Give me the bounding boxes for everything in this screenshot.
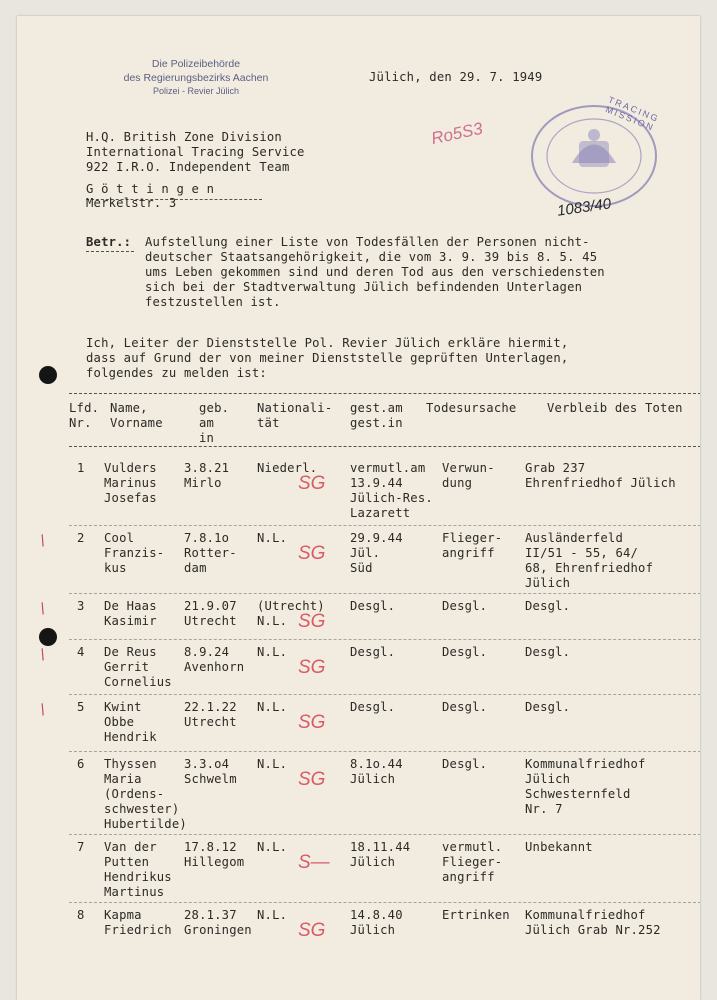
recipient-street: Merkelstr. 3 xyxy=(86,196,177,210)
table-header-rule xyxy=(69,446,700,447)
hole-punch-top xyxy=(39,366,57,384)
subject-line-5: festzustellen ist. xyxy=(145,295,281,309)
intro-line-1: Ich, Leiter der Dienststelle Pol. Revier Jülich erkläre hiermit, xyxy=(86,336,569,350)
intro-line-2: dass auf Grund der von meiner Dienststelle geprüften Unterlagen, xyxy=(86,351,569,365)
authority-stamp-line-3: Polizei - Revier Jülich xyxy=(152,86,240,96)
handwritten-reference: Ro5S3 xyxy=(429,118,485,149)
cell-burial: Grab 237 Ehrenfriedhof Jülich xyxy=(525,461,676,490)
header-burial: Verbleib des Toten xyxy=(547,401,683,415)
cell-name: Vulders Marinus Josefas xyxy=(104,461,157,505)
cell-nat: N.L. xyxy=(257,645,288,659)
cell-gest: 18.11.44 Jülich xyxy=(350,840,411,869)
cell-geb: 3.3.o4 Schwelm xyxy=(184,757,237,786)
cell-nr: 4 xyxy=(77,645,85,659)
cell-name: De Reus Gerrit Cornelius xyxy=(104,645,172,689)
check-tick-icon: / xyxy=(38,646,49,665)
header-gest: gest.am gest.in xyxy=(350,401,403,430)
subject-underline xyxy=(86,251,134,252)
cell-gest: 29.9.44 Jül. Süd xyxy=(350,531,403,575)
cell-nr: 2 xyxy=(77,531,85,545)
cell-geb: 28.1.37 Groningen xyxy=(184,908,252,937)
cell-geb: 3.8.21 Mirlo xyxy=(184,461,230,490)
header-name: Name, Vorname xyxy=(110,401,163,430)
handwritten-mark: SG xyxy=(298,611,326,632)
cell-cause: Desgl. xyxy=(442,700,488,714)
cell-cause: Desgl. xyxy=(442,599,488,613)
authority-stamp-line-1: Die Polizeibehörde xyxy=(151,58,241,70)
cell-cause: Desgl. xyxy=(442,757,488,771)
row-divider xyxy=(69,834,700,835)
header-nat: Nationali- tät xyxy=(257,401,333,430)
intro-line-3: folgendes zu melden ist: xyxy=(86,366,267,380)
document-page xyxy=(17,16,700,1000)
cell-cause: Ertrinken xyxy=(442,908,510,922)
cell-name: Van der Putten Hendrikus Martinus xyxy=(104,840,172,899)
cell-burial: Desgl. xyxy=(525,700,571,714)
cell-geb: 21.9.07 Utrecht xyxy=(184,599,237,628)
cell-nat: N.L. xyxy=(257,908,288,922)
recipient-city: G ö t t i n g e n xyxy=(86,182,215,196)
cell-geb: 7.8.1o Rotter- dam xyxy=(184,531,237,575)
cell-nat: (Utrecht) N.L. xyxy=(257,599,325,628)
cell-gest: vermutl.am 13.9.44 Jülich-Res. Lazarett xyxy=(350,461,433,520)
handwritten-mark: SG xyxy=(298,473,326,494)
header-cause: Todesursache xyxy=(426,401,517,415)
cell-burial: Desgl. xyxy=(525,645,571,659)
hole-punch-bottom xyxy=(39,628,57,646)
place-date: Jülich, den 29. 7. 1949 xyxy=(369,70,543,84)
cell-cause: Verwun- dung xyxy=(442,461,495,490)
cell-name: Kapma Friedrich xyxy=(104,908,172,937)
row-divider xyxy=(69,902,700,903)
subject-label: Betr.: xyxy=(86,235,132,249)
cell-gest: Desgl. xyxy=(350,599,396,613)
handwritten-mark: SG xyxy=(298,712,326,733)
cell-geb: 17.8.12 Hillegom xyxy=(184,840,245,869)
header-geb: geb. am in xyxy=(199,401,230,445)
check-tick-icon: / xyxy=(38,532,49,551)
row-divider xyxy=(69,525,700,526)
cell-cause: Flieger- angriff xyxy=(442,531,503,560)
table-top-rule xyxy=(69,393,700,394)
cell-nat: Niederl. xyxy=(257,461,318,475)
row-divider xyxy=(69,751,700,752)
subject-line-1: Aufstellung einer Liste von Todesfällen der Personen nicht- xyxy=(145,235,590,249)
cell-name: Kwint Obbe Hendrik xyxy=(104,700,157,744)
cell-nat: N.L. xyxy=(257,757,288,771)
cell-nr: 7 xyxy=(77,840,85,854)
cell-burial: Kommunalfriedhof Jülich Grab Nr.252 xyxy=(525,908,661,937)
cell-geb: 22.1.22 Utrecht xyxy=(184,700,237,729)
handwritten-mark: SG xyxy=(298,769,326,790)
cell-gest: 14.8.40 Jülich xyxy=(350,908,403,937)
recipient-line-2: International Tracing Service xyxy=(86,145,305,159)
check-tick-icon: / xyxy=(38,600,49,619)
row-divider xyxy=(69,593,700,594)
cell-nat: N.L. xyxy=(257,700,288,714)
recipient-line-3: 922 I.R.O. Independent Team xyxy=(86,160,290,174)
cell-nr: 1 xyxy=(77,461,85,475)
stamp-text: TRACING MISSION xyxy=(604,94,662,134)
cell-gest: Desgl. xyxy=(350,645,396,659)
handwritten-mark: SG xyxy=(298,657,326,678)
check-tick-icon: / xyxy=(38,701,49,720)
cell-burial: Desgl. xyxy=(525,599,571,613)
handwritten-mark: SG xyxy=(298,920,326,941)
cell-nat: N.L. xyxy=(257,531,288,545)
cell-gest: Desgl. xyxy=(350,700,396,714)
cell-cause: vermutl. Flieger- angriff xyxy=(442,840,503,884)
cell-burial: Ausländerfeld II/51 - 55, 64/ 68, Ehrenfriedhof Jülich xyxy=(525,531,654,590)
cell-burial: Unbekannt xyxy=(525,840,593,854)
stamp-number: 1083/40 xyxy=(556,195,613,220)
cell-name: De Haas Kasimir xyxy=(104,599,157,628)
handwritten-mark: S— xyxy=(298,852,330,873)
subject-line-3: ums Leben gekommen sind und deren Tod aus den verschiedensten xyxy=(145,265,605,279)
subject-line-4: sich bei der Stadtverwaltung Jülich befindenden Unterlagen xyxy=(145,280,583,294)
cell-nr: 5 xyxy=(77,700,85,714)
cell-nr: 8 xyxy=(77,908,85,922)
cell-nr: 3 xyxy=(77,599,85,613)
authority-stamp-line-2: des Regierungsbezirks Aachen xyxy=(123,72,269,84)
recipient-line-1: H.Q. British Zone Division xyxy=(86,130,282,144)
handwritten-mark: SG xyxy=(298,543,326,564)
cell-name: Cool Franzis- kus xyxy=(104,531,165,575)
header-nr: Lfd. Nr. xyxy=(69,401,100,430)
cell-nat: N.L. xyxy=(257,840,288,854)
cell-geb: 8.9.24 Avenhorn xyxy=(184,645,245,674)
cell-nr: 6 xyxy=(77,757,85,771)
cell-cause: Desgl. xyxy=(442,645,488,659)
cell-gest: 8.1o.44 Jülich xyxy=(350,757,403,786)
cell-name: Thyssen Maria (Ordens- schwester) Hubertilde) xyxy=(104,757,187,831)
row-divider xyxy=(69,694,700,695)
subject-line-2: deutscher Staatsangehörigkeit, die vom 3. 9. 39 bis 8. 5. 45 xyxy=(145,250,598,264)
row-divider xyxy=(69,639,700,640)
cell-burial: Kommunalfriedhof Jülich Schwesternfeld Nr. 7 xyxy=(525,757,646,816)
